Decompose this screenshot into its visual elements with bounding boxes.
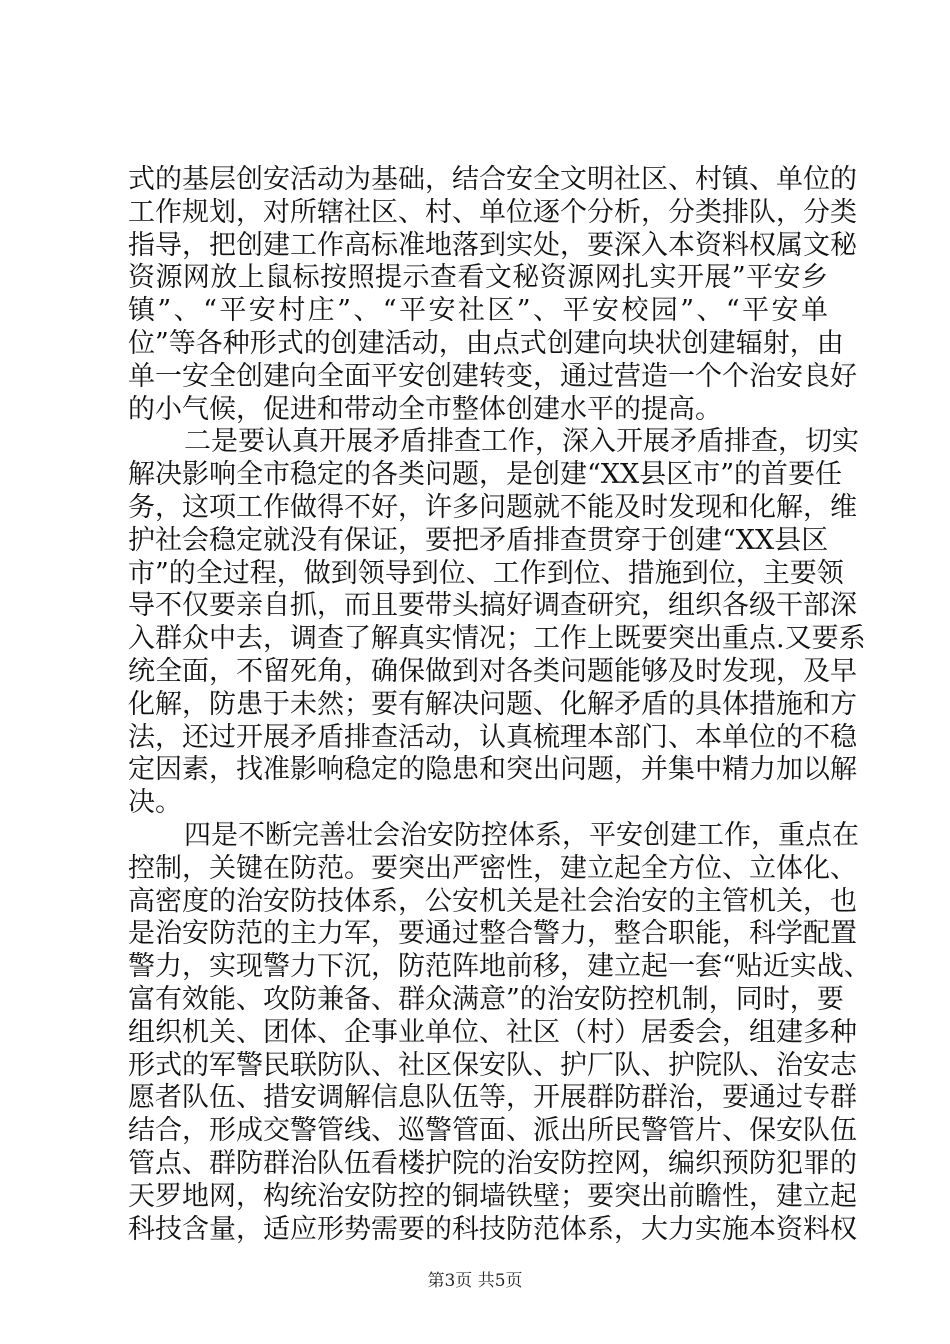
- text-line: 控制，关键在防范。要突出严密性，建立起全方位、立体化、: [128, 852, 857, 884]
- text-line: 指导，把创建工作高标准地落到实处，要深入本资料权属文秘: [128, 229, 857, 261]
- text-line: 富有效能、攻防兼备、群众满意”的治安防控机制，同时，要: [128, 983, 844, 1015]
- text-line: 镇”、“平安村庄”、“平安社区”、平安校园”、“平安单: [128, 295, 828, 327]
- text-line: 形式的军警民联防队、社区保安队、护厂队、护院队、治安志: [128, 1049, 857, 1081]
- text-line: 工作规划，对所辖社区、村、单位逐个分析，分类排队，分类: [128, 196, 857, 228]
- text-line: 务，这项工作做得不好，许多问题就不能及时发现和化解，维: [128, 491, 857, 523]
- text-line: 位”等各种形式的创建活动，由点式创建向块状创建辐射，由: [128, 327, 844, 359]
- text-line: 天罗地网，构统治安防控的铜墙铁壁；要突出前瞻性，建立起: [128, 1180, 857, 1212]
- text-line: 式的基层创安活动为基础，结合安全文明社区、村镇、单位的: [128, 164, 857, 195]
- text-line: 决。: [128, 787, 182, 819]
- text-line: 解决影响全市稳定的各类问题，是创建“XX县区市”的首要任: [128, 459, 843, 491]
- text-line: 科技含量，适应形势需要的科技防范体系，大力实施本资料权: [128, 1213, 857, 1245]
- text-line: 是治安防范的主力军，要通过整合警力，整合职能，科学配置: [128, 918, 857, 950]
- text-line: 的小气候，促进和带动全市整体创建水平的提高。: [128, 393, 722, 425]
- text-line: 管点、群防群治队伍看楼护院的治安防控网，编织预防犯罪的: [128, 1147, 857, 1179]
- text-line: 组织机关、团体、企事业单位、社区（村）居委会，组建多种: [128, 1016, 857, 1048]
- text-line: 资源网放上鼠标按照提示查看文秘资源网扎实开展”平安乡: [128, 262, 828, 294]
- paragraph-first-line: 二是要认真开展矛盾排查工作，深入开展矛盾排查，切实: [184, 426, 859, 458]
- text-line: 愿者队伍、措安调解信息队伍等，开展群防群治，要通过专群: [128, 1082, 857, 1114]
- text-line: 结合，形成交警管线、巡警管面、派出所民警管片、保安队伍: [128, 1115, 857, 1147]
- text-line: 高密度的治安防技体系，公安机关是社会治安的主管机关，也: [128, 885, 857, 917]
- text-line: 化解，防患于未然；要有解决问题、化解矛盾的具体措施和方: [128, 688, 857, 720]
- text-line: 统全面，不留死角，确保做到对各类问题能够及时发现，及早: [128, 655, 857, 687]
- text-line: 市”的全过程，做到领导到位、工作到位、措施到位，主要领: [128, 557, 844, 589]
- paragraph-first-line: 四是不断完善壮会治安防控体系，平安创建工作，重点在: [184, 819, 859, 851]
- text-line: 导不仅要亲自抓，而且要带头搞好调查研究，组织各级干部深: [128, 590, 857, 622]
- text-line: 定因素，找准影响稳定的隐患和突出问题，并集中精力加以解: [128, 754, 857, 786]
- text-line: 护社会稳定就没有保证，要把矛盾排查贯穿于创建“XX县区: [128, 524, 829, 556]
- text-line: 单一安全创建向全面平安创建转变，通过营造一个个治安良好: [128, 360, 857, 392]
- text-line: 警力，实现警力下沉，防范阵地前移，建立起一套“贴近实战、: [128, 951, 871, 983]
- text-line: 入群众中去，调查了解真实情况；工作上既要突出重点.又要系: [128, 623, 866, 655]
- document-body: [128, 164, 871, 1246]
- text-line: 法，还过开展矛盾排查活动，认真梳理本部门、本单位的不稳: [128, 721, 857, 753]
- page-footer: 第3页 共5页: [427, 1271, 523, 1291]
